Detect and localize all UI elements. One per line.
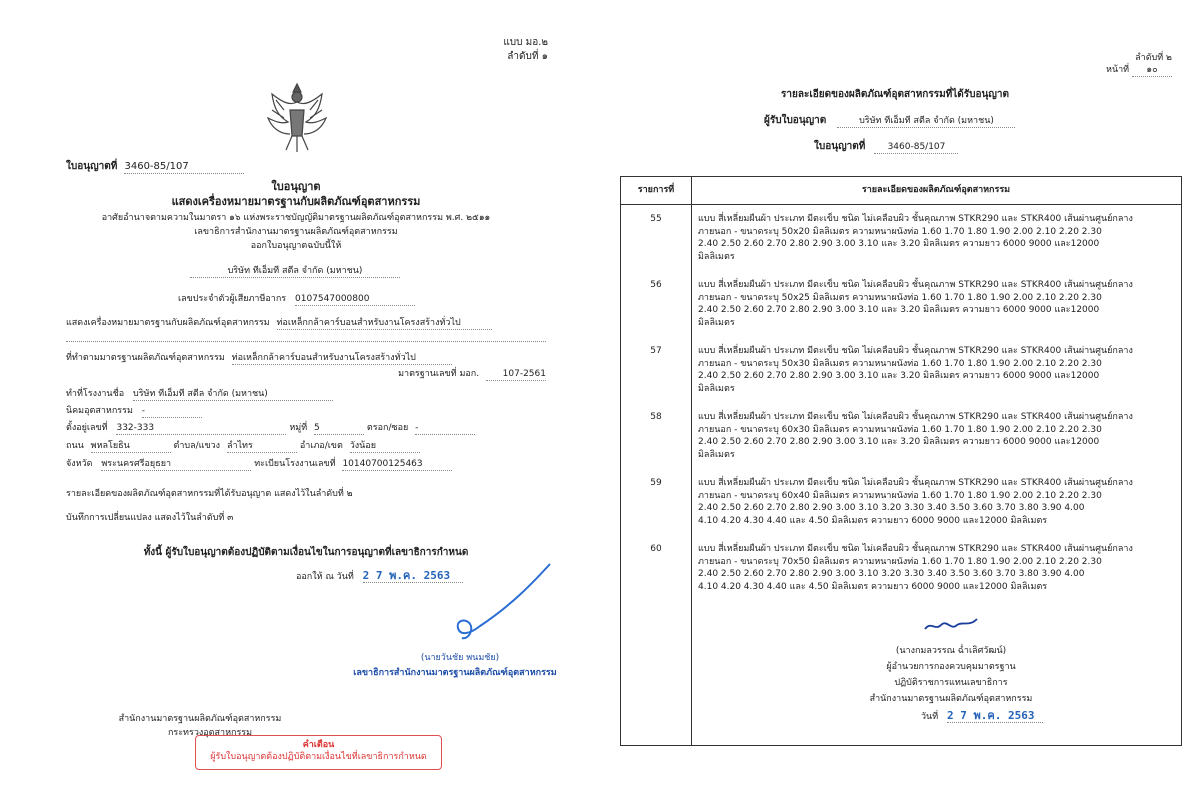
estate-label: นิคมอุตสาหกรรม [66, 406, 133, 416]
issue-to-text: ออกใบอนุญาตฉบับนี้ให้ [250, 241, 342, 251]
right-license-value: 3460-85/107 [874, 141, 958, 154]
regno-label: ทะเบียนโรงงานเลขที่ [254, 459, 336, 469]
row-line: แบบ สี่เหลี่ยมผืนผ้า ประเภท มีตะเข็บ ชนิด ไม่เคลือบผิว ชั้นคุณภาพ STKR290 และ STKR400 เส้นผ่านศูนย์กลาง [698, 280, 1133, 290]
conform-label: ที่ทำตามมาตรฐานผลิตภัณฑ์อุตสาหกรรม [66, 353, 225, 363]
order-number: ลำดับที่ ๑ [507, 51, 548, 62]
company-name: บริษัท ทีเอ็มที สตีล จำกัด (มหาชน) [190, 265, 400, 278]
row-line: แบบ สี่เหลี่ยมผืนผ้า ประเภท มีตะเข็บ ชนิด ไม่เคลือบผิว ชั้นคุณภาพ STKR290 และ STKR400 เส้นผ่านศูนย์กลาง [698, 544, 1133, 554]
standard-label: มาตรฐานเลขที่ มอก. [398, 369, 480, 379]
province-label: จังหวัด [66, 459, 93, 469]
right-signature-scribble [921, 615, 981, 635]
road-value: พหลโยธิน [91, 440, 171, 453]
table-header [621, 177, 1181, 205]
page-label: หน้าที่ [1106, 65, 1130, 75]
signer-title: เลขาธิการสำนักงานมาตรฐานผลิตภัณฑ์อุตสาหกรรม [353, 668, 557, 678]
row-line: ภายนอก - ขนาดระบุ 50x20 มิลลิเมตร ความหนาผนังท่อ 1.60 1.70 1.80 1.90 2.00 2.10 2.20 2.30 [698, 226, 1102, 237]
row-line: 2.40 2.50 2.60 2.70 2.80 2.90 3.00 3.10 3.20 3.30 3.40 3.50 3.60 3.70 3.80 3.90 4.00 [698, 569, 1085, 579]
tambon-value: ลำไทร [227, 440, 297, 453]
row-number: 58 [650, 412, 662, 422]
column-divider [691, 177, 692, 745]
right-signer-pos1: ผู้อำนวยการกองควบคุมมาตรฐาน [886, 662, 1016, 672]
row-line: แบบ สี่เหลี่ยมผืนผ้า ประเภท มีตะเข็บ ชนิด ไม่เคลือบผิว ชั้นคุณภาพ STKR290 และ STKR400 เส้นผ่านศูนย์กลาง [698, 478, 1133, 488]
signature-scribble [440, 556, 560, 646]
license-no-label: ใบอนุญาตที่ [66, 161, 118, 172]
row-number: 57 [650, 346, 662, 356]
warning-text: ผู้รับใบอนุญาตต้องปฏิบัติตามเงื่อนไขที่เลขาธิการกำหนด [210, 752, 427, 762]
taxid-label: เลขประจำตัวผู้เสียภาษีอากร [178, 294, 287, 304]
tambon-label: ตำบล/แขวง [173, 441, 221, 451]
col-no-header: รายการที่ [637, 185, 675, 195]
row-number: 60 [650, 544, 662, 554]
note-changes: บันทึกการเปลี่ยนแปลง แสดงไว้ในลำดับที่ ๓ [66, 513, 234, 523]
right-title: รายละเอียดของผลิตภัณฑ์อุตสาหกรรมที่ได้รับอนุญาต [780, 89, 1009, 100]
page-number: ๑๐ [1132, 64, 1172, 77]
regno-value: 10140700125463 [342, 458, 452, 471]
right-signer-pos2: ปฏิบัติราชการแทนเลขาธิการ [894, 678, 1008, 688]
right-date-label: วันที่ [921, 712, 939, 722]
warning-box [195, 735, 442, 770]
signer-name: (นายวันชัย พนมชัย) [420, 653, 500, 663]
row-line: 2.40 2.50 2.60 2.70 2.80 2.90 3.00 3.10 และ 3.20 มิลลิเมตร ความยาว 6000 9000 และ12000 [698, 305, 1100, 315]
secretary-text: เลขาธิการสำนักงานมาตรฐานผลิตภัณฑ์อุตสาหกรรม [194, 227, 398, 237]
row-line: 2.40 2.50 2.60 2.70 2.80 2.90 3.00 3.10 และ 3.20 มิลลิเมตร ความยาว 6000 9000 และ12000 [698, 371, 1100, 381]
estate-value: - [142, 405, 202, 418]
certificate-subtitle: แสดงเครื่องหมายมาตรฐานกับผลิตภัณฑ์อุตสาหกรรม [171, 195, 421, 208]
row-line: ภายนอก - ขนาดระบุ 60x30 มิลลิเมตร ความหนาผนังท่อ 1.60 1.70 1.80 1.90 2.00 2.10 2.20 2.30 [698, 424, 1102, 435]
right-license-label: ใบอนุญาตที่ [814, 141, 866, 152]
row-line: ภายนอก - ขนาดระบุ 60x40 มิลลิเมตร ความหนาผนังท่อ 1.60 1.70 1.80 1.90 2.00 2.10 2.20 2.30 [698, 490, 1102, 501]
soi-label: ตรอก/ซอย [366, 423, 409, 433]
form-code: แบบ มอ.๒ [503, 37, 548, 48]
product-name: ท่อเหล็กกล้าคาร์บอนสำหรับงานโครงสร้างทั่วไป [277, 317, 492, 330]
right-date-value: 2 7 พ.ค. 2563 [947, 710, 1043, 723]
product-table [620, 176, 1182, 746]
standard-number: 107-2561 [486, 368, 546, 381]
right-signer-name: (นางกมลวรรณ ฉ่ำเลิศวัฒน์) [895, 646, 1007, 656]
province-value: พระนครศรีอยุธยา [101, 458, 251, 471]
ministry-name: กระทรวงอุตสาหกรรม [167, 728, 253, 738]
right-signer-pos3: สำนักงานมาตรฐานผลิตภัณฑ์อุตสาหกรรม [869, 694, 1033, 704]
row-line: มิลลิเมตร [698, 449, 735, 460]
certificate-title: ใบอนุญาต [271, 180, 321, 193]
licensee-label: ผู้รับใบอนุญาต [764, 115, 827, 126]
addr-label: ตั้งอยู่เลขที่ [66, 423, 108, 433]
licensee-name: บริษัท ทีเอ็มที สตีล จำกัด (มหาชน) [837, 115, 1015, 128]
row-line: มิลลิเมตร [698, 317, 735, 328]
garuda-emblem-icon [262, 80, 332, 156]
row-line: 2.40 2.50 2.60 2.70 2.80 2.90 3.00 3.10 3.20 3.30 3.40 3.50 3.60 3.70 3.80 3.90 4.00 [698, 503, 1085, 513]
row-line: แบบ สี่เหลี่ยมผืนผ้า ประเภท มีตะเข็บ ชนิด ไม่เคลือบผิว ชั้นคุณภาพ STKR290 และ STKR400 เส้นผ่านศูนย์กลาง [698, 214, 1133, 224]
row-number: 55 [650, 214, 662, 224]
row-line: 2.40 2.50 2.60 2.70 2.80 2.90 3.00 3.10 และ 3.20 มิลลิเมตร ความยาว 6000 9000 และ12000 [698, 437, 1100, 447]
office-name: สำนักงานมาตรฐานผลิตภัณฑ์อุตสาหกรรม [118, 714, 282, 724]
row-line: มิลลิเมตร [698, 383, 735, 394]
road-label: ถนน [66, 441, 84, 451]
factory-label: ทำที่โรงงานชื่อ [66, 389, 125, 399]
row-line: ภายนอก - ขนาดระบุ 50x25 มิลลิเมตร ความหนาผนังท่อ 1.60 1.70 1.80 1.90 2.00 2.10 2.20 2.30 [698, 292, 1102, 303]
authority-text: อาศัยอำนาจตามความในมาตรา ๑๖ แห่งพระราชบัญญัติมาตรฐานผลิตภัณฑ์อุตสาหกรรม พ.ศ. ๒๕๑๑ [101, 213, 491, 223]
row-line: ภายนอก - ขนาดระบุ 50x30 มิลลิเมตร ความหนาผนังท่อ 1.60 1.70 1.80 1.90 2.00 2.10 2.20 2.30 [698, 358, 1102, 369]
condition-text: ทั้งนี้ ผู้รับใบอนุญาตต้องปฏิบัติตามเงื่อนไขในการอนุญาตที่เลขาธิการกำหนด [143, 547, 469, 558]
license-no-value: 3460-85/107 [124, 160, 244, 174]
mark-label: แสดงเครื่องหมายมาตรฐานกับผลิตภัณฑ์อุตสาหกรรม [66, 318, 270, 328]
row-line: แบบ สี่เหลี่ยมผืนผ้า ประเภท มีตะเข็บ ชนิด ไม่เคลือบผิว ชั้นคุณภาพ STKR290 และ STKR400 เส้นผ่านศูนย์กลาง [698, 412, 1133, 422]
right-order-number: ลำดับที่ ๒ [1135, 53, 1172, 63]
warning-title: คำเตือน [302, 740, 335, 750]
amphoe-value: วังน้อย [350, 440, 420, 453]
row-line: 4.10 4.20 4.30 4.40 และ 4.50 มิลลิเมตร ความยาว 6000 9000 และ12000 มิลลิเมตร [698, 581, 1048, 592]
blank-line [66, 340, 546, 342]
soi-value: - [415, 422, 475, 435]
moo-label: หมู่ที่ [289, 423, 308, 433]
row-line: 2.40 2.50 2.60 2.70 2.80 2.90 3.00 3.10 และ 3.20 มิลลิเมตร ความยาว 6000 9000 และ12000 [698, 239, 1100, 249]
issued-label: ออกให้ ณ วันที่ [296, 572, 354, 582]
row-line: แบบ สี่เหลี่ยมผืนผ้า ประเภท มีตะเข็บ ชนิด ไม่เคลือบผิว ชั้นคุณภาพ STKR290 และ STKR400 เส้นผ่านศูนย์กลาง [698, 346, 1133, 356]
issued-date: 2 7 พ.ค. 2563 [363, 570, 463, 583]
row-line: มิลลิเมตร [698, 251, 735, 262]
col-desc-header: รายละเอียดของผลิตภัณฑ์อุตสาหกรรม [861, 185, 1011, 195]
factory-name: บริษัท ทีเอ็มที สตีล จำกัด (มหาชน) [133, 388, 333, 401]
row-number: 56 [650, 280, 662, 290]
row-line: ภายนอก - ขนาดระบุ 70x50 มิลลิเมตร ความหนาผนังท่อ 1.60 1.70 1.80 1.90 2.00 2.10 2.20 2.30 [698, 556, 1102, 567]
taxid-value: 0107547000800 [295, 293, 415, 306]
addr-value: 332-333 [116, 422, 286, 435]
row-number: 59 [650, 478, 662, 488]
moo-value: 5 [314, 422, 364, 435]
conform-product: ท่อเหล็กกล้าคาร์บอนสำหรับงานโครงสร้างทั่วไป [232, 352, 452, 365]
amphoe-label: อำเภอ/เขต [299, 441, 343, 451]
row-line: 4.10 4.20 4.30 4.40 และ 4.50 มิลลิเมตร ความยาว 6000 9000 และ12000 มิลลิเมตร [698, 515, 1048, 526]
note-details: รายละเอียดของผลิตภัณฑ์อุตสาหกรรมที่ได้รับอนุญาต แสดงไว้ในลำดับที่ ๒ [66, 489, 353, 499]
